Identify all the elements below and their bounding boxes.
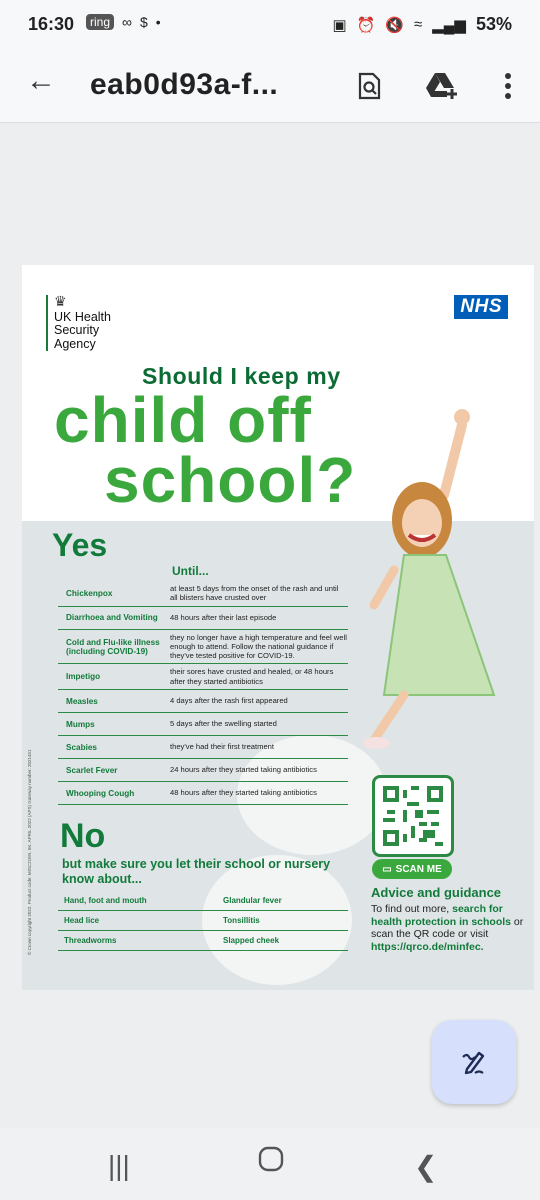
headline-big-line2: school? bbox=[104, 444, 357, 516]
phone-icon: ▭ bbox=[382, 863, 392, 875]
advice-url[interactable]: https://qrco.de/minfec. bbox=[371, 940, 484, 953]
detail-cell: their sores have crusted and healed, or 48 hours after they started antibiotics bbox=[170, 667, 334, 686]
status-left-icons bbox=[86, 14, 161, 30]
pen-edit-icon bbox=[459, 1047, 489, 1077]
table-row bbox=[58, 630, 348, 665]
recent-apps-icon[interactable]: ||| bbox=[108, 1150, 130, 1181]
status-right-icons bbox=[332, 14, 512, 35]
ukhsa-logo bbox=[46, 295, 111, 351]
condition-cell: Diarrhoea and Vomiting bbox=[66, 613, 158, 623]
battery-level: 53% bbox=[475, 14, 512, 34]
qr-pattern-icon bbox=[383, 786, 443, 846]
home-icon[interactable] bbox=[258, 1146, 284, 1179]
table-row bbox=[58, 782, 348, 805]
condition-cell: Whooping Cough bbox=[66, 788, 135, 798]
condition-cell: Slapped cheek bbox=[223, 936, 280, 945]
org-line: Security bbox=[54, 323, 100, 337]
lock-icon: ▣ bbox=[332, 16, 347, 34]
headline-small: Should I keep my bbox=[142, 363, 341, 389]
org-line: Agency bbox=[54, 336, 96, 351]
table-row bbox=[58, 690, 348, 713]
table-row bbox=[58, 607, 348, 630]
jumping-girl-illustration bbox=[364, 395, 514, 755]
status-bar bbox=[0, 0, 540, 50]
scan-me-badge bbox=[372, 859, 452, 879]
org-line: UK Health bbox=[54, 309, 111, 324]
condition-cell: Scabies bbox=[66, 742, 97, 752]
table-row bbox=[58, 713, 348, 736]
back-nav-icon[interactable]: ❮ bbox=[414, 1151, 438, 1182]
table-row bbox=[58, 759, 348, 782]
no-heading: No bbox=[60, 817, 106, 855]
yes-table bbox=[58, 581, 348, 805]
app-bar bbox=[0, 50, 540, 123]
table-row bbox=[58, 891, 348, 911]
table-row bbox=[58, 664, 348, 690]
advice-bold: search for health protection in schools bbox=[371, 903, 512, 928]
advice-block bbox=[371, 885, 531, 953]
headline-big-line1: child off bbox=[54, 384, 312, 456]
advice-text bbox=[371, 903, 531, 953]
condition-cell: Hand, foot and mouth bbox=[64, 896, 147, 905]
crest-icon: ♛ bbox=[54, 293, 67, 309]
condition-cell: Glandular fever bbox=[223, 896, 282, 905]
search-document-icon[interactable] bbox=[352, 68, 388, 104]
detail-cell: they no longer have a high temperature and feel well enough to attend. Follow the national guidance if they've tested positive for COVID-19. bbox=[170, 632, 347, 661]
document-title: eab0d93a-f... bbox=[90, 68, 279, 101]
table-row bbox=[58, 736, 348, 759]
edit-fab[interactable] bbox=[432, 1020, 516, 1104]
advice-line2: or scan the QR code or visit bbox=[371, 915, 524, 940]
condition-cell: Cold and Flu-like illness (including COVID-19) bbox=[66, 637, 160, 656]
yes-heading: Yes bbox=[52, 527, 108, 563]
nhs-logo: NHS bbox=[454, 295, 508, 319]
table-row bbox=[58, 581, 348, 607]
no-table bbox=[58, 891, 348, 951]
mute-icon: 🔇 bbox=[385, 16, 405, 34]
more-vert-icon[interactable] bbox=[490, 68, 526, 104]
dot-icon: • bbox=[155, 14, 161, 30]
detail-cell: at least 5 days from the onset of the rash and until all blisters have crusted over bbox=[170, 584, 339, 603]
no-subtitle: but make sure you let their school or nursery know about... bbox=[62, 857, 331, 886]
detail-cell: 48 hours after their last episode bbox=[170, 612, 277, 622]
add-to-drive-icon[interactable] bbox=[424, 68, 460, 104]
condition-cell: Mumps bbox=[66, 719, 95, 729]
copyright-note: © Crown copyright 2022. Product code: MISC21EN. 5K. APRIL 2022 (APS) Gateway number: 2021451 bbox=[27, 749, 32, 955]
condition-cell: Scarlet Fever bbox=[66, 765, 118, 775]
condition-cell: Impetigo bbox=[66, 672, 101, 682]
ring-icon: ring bbox=[86, 14, 114, 30]
status-time: 16:30 bbox=[28, 14, 75, 34]
alarm-icon: ⏰ bbox=[356, 16, 376, 34]
detail-cell: 48 hours after they started taking antibiotics bbox=[170, 788, 317, 798]
condition-cell: Measles bbox=[66, 696, 98, 706]
advice-title: Advice and guidance bbox=[371, 885, 502, 900]
until-heading: Until... bbox=[172, 564, 209, 578]
detail-cell: they've had their first treatment bbox=[170, 742, 275, 752]
signal-icon: ▂▄▆ bbox=[432, 16, 466, 34]
advice-line1: To find out more, bbox=[371, 903, 453, 915]
detail-cell: 24 hours after they started taking antibiotics bbox=[170, 765, 317, 775]
spiral-icon: ∞ bbox=[122, 14, 132, 30]
back-arrow-icon[interactable]: ← bbox=[26, 64, 56, 97]
table-row bbox=[58, 911, 348, 931]
condition-cell: Tonsillitis bbox=[223, 916, 260, 925]
detail-cell: 4 days after the rash first appeared bbox=[170, 696, 288, 706]
condition-cell: Threadworms bbox=[64, 936, 117, 945]
wifi-icon: ≈ bbox=[414, 16, 423, 33]
condition-cell: Chickenpox bbox=[66, 588, 113, 598]
dollar-icon: $ bbox=[140, 14, 148, 30]
scan-me-label: SCAN ME bbox=[395, 863, 442, 875]
condition-cell: Head lice bbox=[64, 916, 100, 925]
qr-code[interactable] bbox=[372, 775, 454, 857]
detail-cell: 5 days after the swelling started bbox=[170, 719, 277, 729]
table-row bbox=[58, 931, 348, 951]
system-nav-bar bbox=[0, 1128, 540, 1200]
document-page[interactable] bbox=[22, 265, 534, 990]
